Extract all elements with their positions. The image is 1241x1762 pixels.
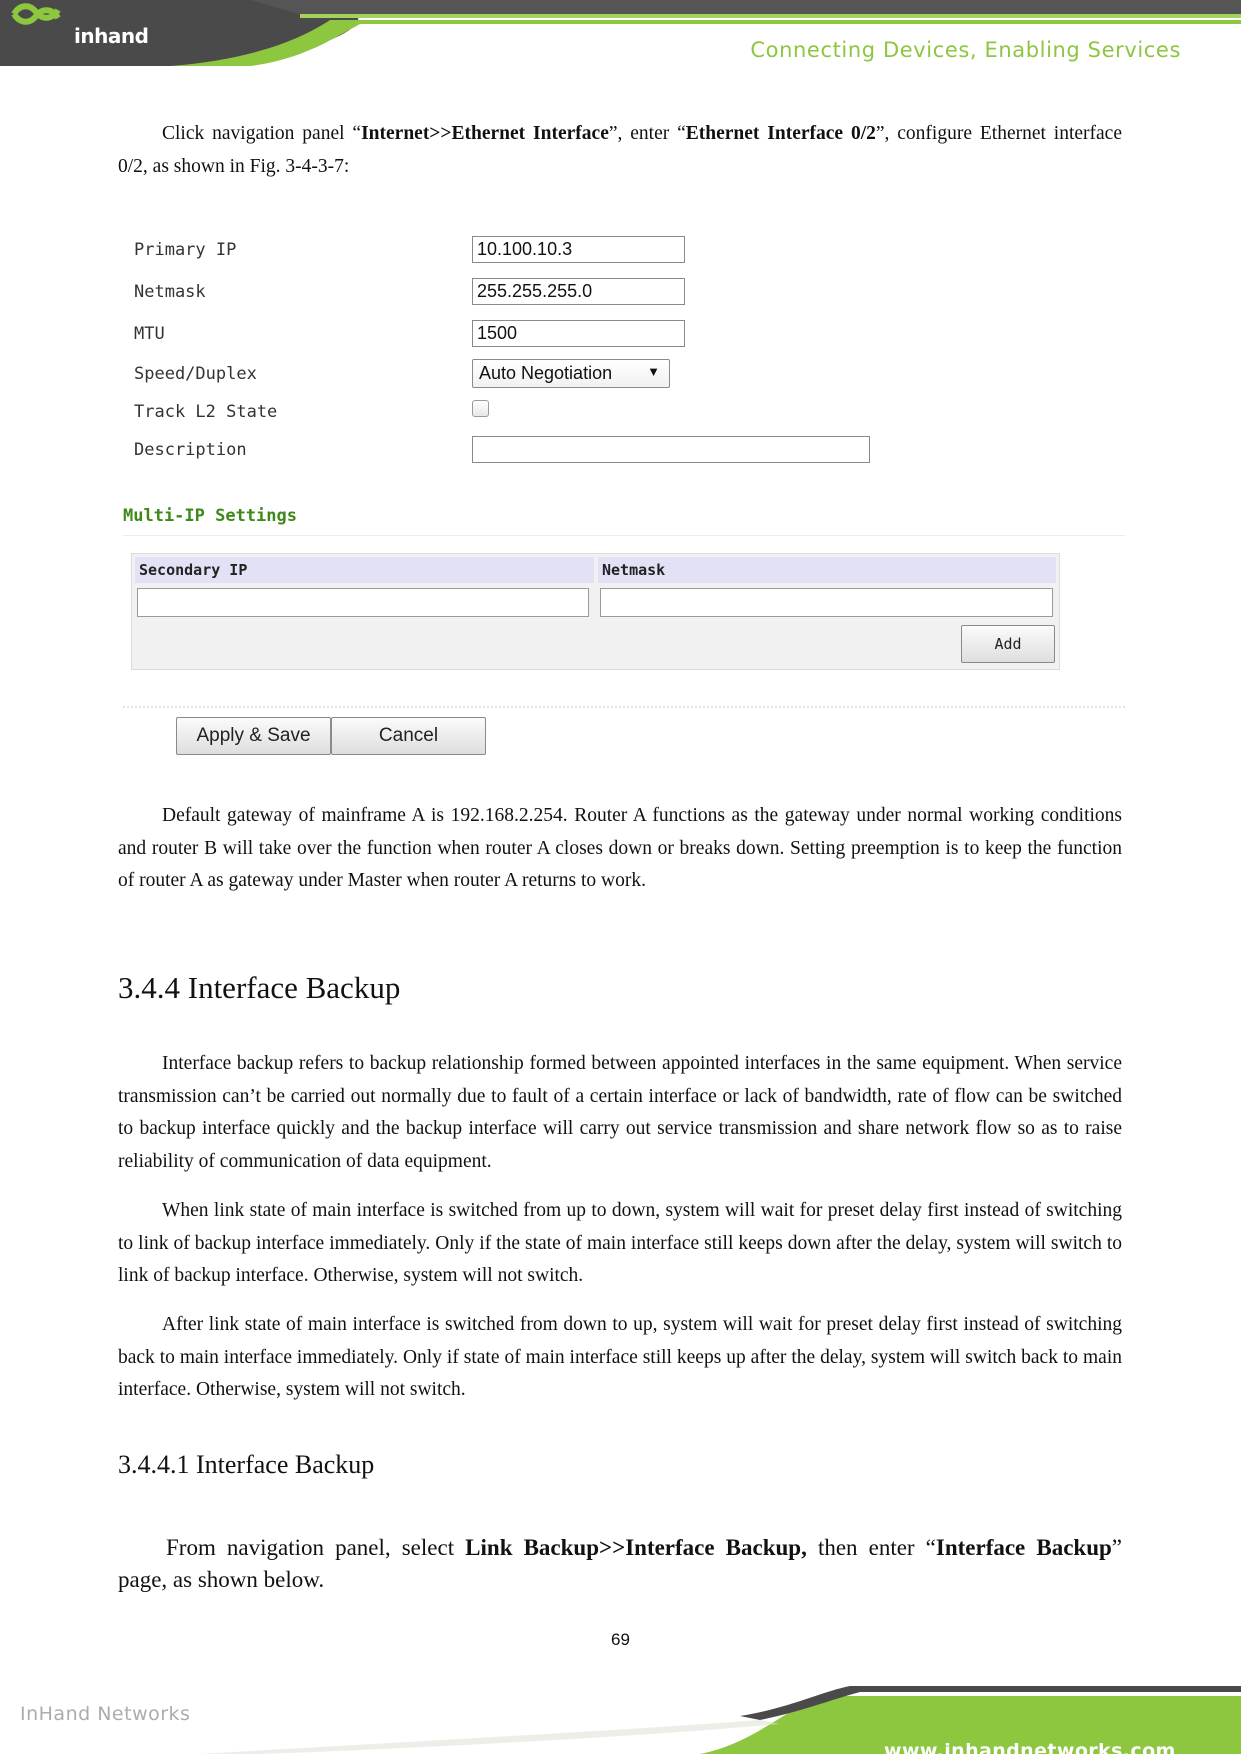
col-secondary-ip-header: Secondary IP: [135, 557, 594, 583]
gateway-paragraph: Default gateway of mainframe A is 192.168.2.254. Router A functions as the gateway under normal working conditions and router B will take over the function when router A closes down or breaks down. Setting preemption is to keep the function of router A as gateway under Master when router A returns to work.: [118, 805, 1122, 891]
footer-website[interactable]: www.inhandnetworks.com: [884, 1740, 1176, 1762]
description-label: Description: [134, 440, 247, 460]
navigation-paragraph: From navigation panel, select Link Backup>>Interface Backup, then enter “Interface Backup” page, as shown below.: [118, 1535, 1122, 1592]
track-l2-state-checkbox[interactable]: [472, 400, 489, 417]
add-button[interactable]: Add: [961, 625, 1055, 663]
track-l2-state-label: Track L2 State: [134, 402, 278, 422]
section-divider: [123, 535, 1125, 536]
form-dotted-divider: [123, 706, 1125, 708]
primary-ip-input[interactable]: 10.100.10.3: [472, 236, 685, 263]
header-tagline: Connecting Devices, Enabling Services: [750, 38, 1181, 62]
netmask-label: Netmask: [134, 282, 206, 302]
logo-text: inhand: [74, 24, 149, 48]
backup-paragraph-3: After link state of main interface is switched from down to up, system will wait for preset delay first instead of switching back to main interface immediately. Only if state of main interface still keeps up after the delay, system will switch back to main interface. Otherwise, system will not switch.: [118, 1314, 1122, 1400]
apply-save-button[interactable]: Apply & Save: [176, 717, 331, 755]
dropdown-arrow-icon: ▼: [647, 364, 660, 379]
backup-paragraph-2: When link state of main interface is switched from up to down, system will wait for preset delay first instead of switching to link of backup interface immediately. Only if the state of main interface still keeps down after the delay, system will switch to link of backup interface. Otherwise, system will not switch.: [118, 1200, 1122, 1286]
footer-company: InHand Networks: [20, 1703, 191, 1725]
primary-ip-label: Primary IP: [134, 240, 237, 260]
description-input[interactable]: [472, 436, 870, 463]
secondary-ip-input[interactable]: [137, 588, 589, 617]
mtu-input[interactable]: 1500: [472, 320, 685, 347]
page-header: [0, 0, 1241, 70]
speed-duplex-select[interactable]: [472, 359, 670, 388]
multi-ip-table: [131, 553, 1060, 670]
backup-paragraph-1: Interface backup refers to backup relationship formed between appointed interfaces in the same equipment. When service transmission can’t be carried out normally due to fault of a certain interface or lack of bandwidth, rate of flow can be switched to backup interface quickly and the backup interface will carry out service transmission and share network flow so as to raise reliability of communication of data equipment.: [118, 1053, 1122, 1172]
netmask-input[interactable]: 255.255.255.0: [472, 278, 685, 305]
mtu-label: MTU: [134, 324, 165, 344]
intro-paragraph: Click navigation panel “Internet>>Ethernet Interface”, enter “Ethernet Interface 0/2”, configure Ethernet interface 0/2, as shown in Fig. 3-4-3-7:: [118, 123, 1122, 177]
multi-ip-settings-title: Multi-IP Settings: [123, 506, 297, 526]
col-netmask-header: Netmask: [598, 557, 1056, 583]
speed-duplex-label: Speed/Duplex: [134, 364, 257, 384]
section-heading-3-4-4-1: 3.4.4.1 Interface Backup: [118, 1450, 375, 1479]
page-number: 69: [611, 1630, 630, 1649]
cancel-button[interactable]: Cancel: [331, 717, 486, 755]
secondary-netmask-input[interactable]: [600, 588, 1053, 617]
speed-duplex-value: Auto Negotiation: [479, 363, 613, 383]
ethernet-interface-form: [118, 228, 1128, 768]
section-heading-3-4-4: 3.4.4 Interface Backup: [118, 970, 401, 1005]
inhand-logo-icon: [0, 0, 72, 50]
